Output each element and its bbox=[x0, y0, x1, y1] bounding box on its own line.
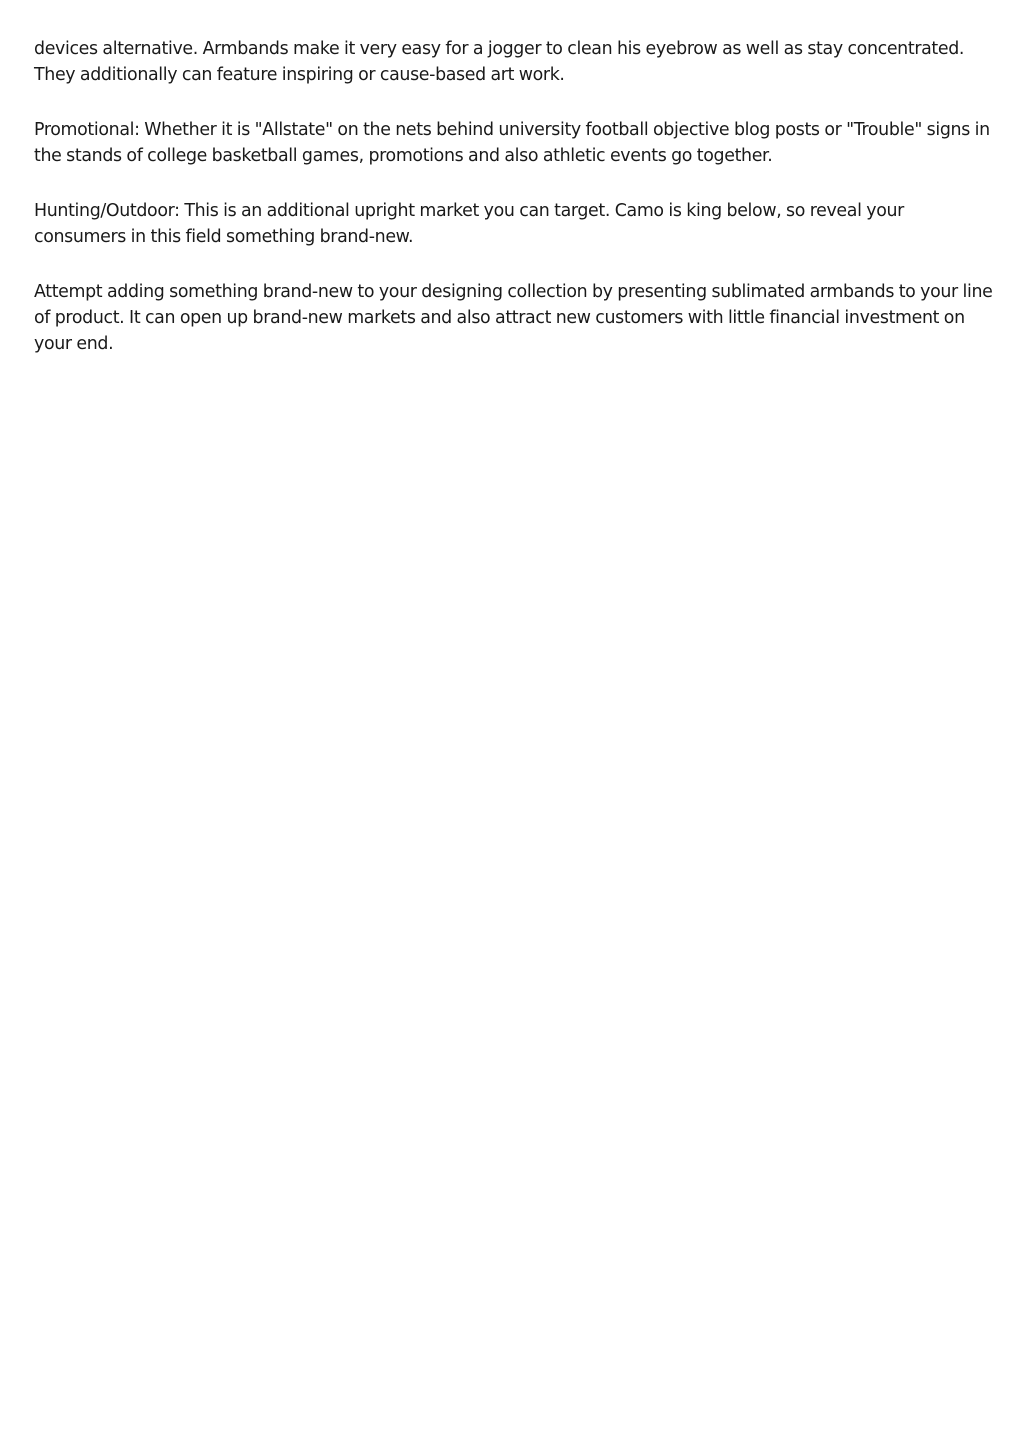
paragraph-attempt-adding: Attempt adding something brand-new to your designing collection by presenting sublimated armbands to your line of product. It can open up brand-new markets and also attract new customers with little financial investment on your end. bbox=[34, 282, 993, 354]
paragraph-devices-alternative: devices alternative. Armbands make it very easy for a jogger to clean his eyebrow as well as stay concentrated. They additionally can feature inspiring or cause-based art work. bbox=[34, 39, 965, 85]
document-page bbox=[34, 36, 994, 386]
paragraph-promotional: Promotional: Whether it is "Allstate" on the nets behind university football objective blog posts or "Trouble" signs in the stands of college basketball games, promotions and also athletic events go together. bbox=[34, 120, 990, 166]
paragraph-hunting-outdoor: Hunting/Outdoor: This is an additional upright market you can target. Camo is king below, so reveal your consumers in this field something brand-new. bbox=[34, 201, 904, 247]
